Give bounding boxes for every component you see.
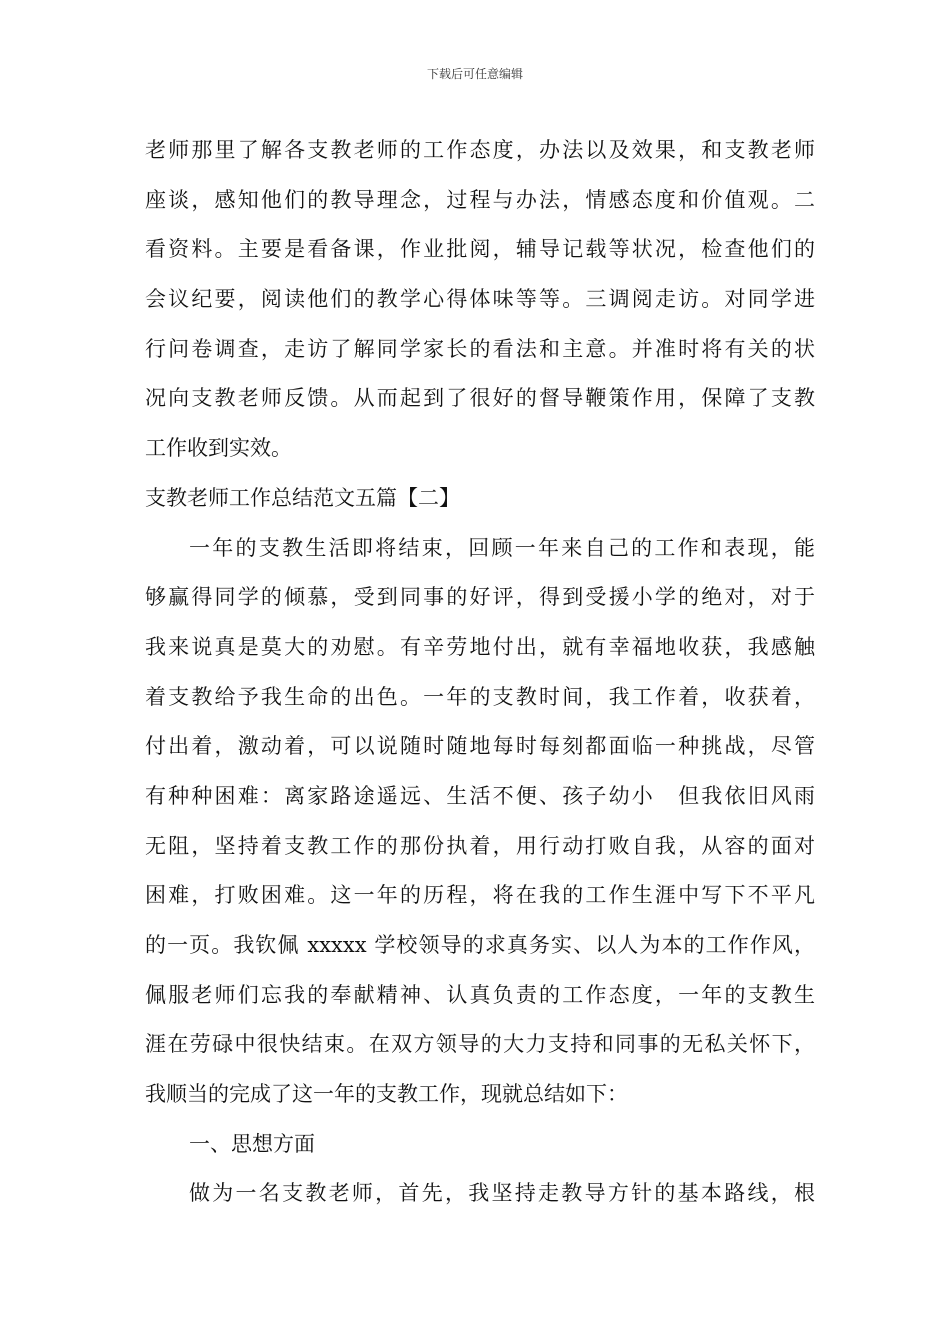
text-line: 我来说真是莫大的劝慰。有辛劳地付出，就有幸福地收获，我感触 bbox=[145, 634, 815, 659]
text-line: 有种种困难：离家路途遥远、生活不便、孩子幼小 但我依旧风雨 bbox=[145, 783, 815, 808]
text-line: 支教老师工作总结范文五篇【二】 bbox=[145, 485, 460, 510]
text-line: 一年的支教生活即将结束，回顾一年来自己的工作和表现，能 bbox=[189, 535, 815, 560]
document-body bbox=[145, 126, 815, 1219]
text-line: 行问卷调查，走访了解同学家长的看法和主意。并准时将有关的状 bbox=[145, 336, 815, 361]
text-line: 会议纪要，阅读他们的教学心得体味等等。三调阅走访。对同学进 bbox=[145, 287, 815, 312]
text-line: 涯在劳碌中很快结束。在双方领导的大力支持和同事的无私关怀下， bbox=[145, 1032, 815, 1057]
page-header-note: 下载后可任意编辑 bbox=[426, 67, 523, 81]
text-line: 佩服老师们忘我的奉献精神、认真负责的工作态度，一年的支教生 bbox=[145, 982, 815, 1007]
text-line: 困难，打败困难。这一年的历程，将在我的工作生涯中写下不平凡 bbox=[145, 883, 815, 908]
text-line: 的一页。我钦佩 xxxxx 学校领导的求真务实、以人为本的工作作风， bbox=[145, 933, 815, 957]
text-line: 一、思想方面 bbox=[189, 1131, 315, 1156]
text-line: 付出着，激动着，可以说随时随地每时每刻都面临一种挑战，尽管 bbox=[145, 734, 815, 759]
text-line: 无阻，坚持着支教工作的那份执着，用行动打败自我，从容的面对 bbox=[145, 833, 815, 858]
text-line: 况向支教老师反馈。从而起到了很好的督导鞭策作用，保障了支教 bbox=[145, 386, 815, 411]
text-line: 座谈，感知他们的教导理念，过程与办法，情感态度和价值观。二 bbox=[145, 187, 815, 212]
text-line: 工作收到实效。 bbox=[145, 436, 292, 461]
text-line: 做为一名支教老师，首先，我坚持走教导方针的基本路线，根 bbox=[189, 1181, 815, 1206]
text-line: 看资料。主要是看备课，作业批阅，辅导记载等状况，检查他们的 bbox=[145, 237, 815, 262]
text-line: 够赢得同学的倾慕，受到同事的好评，得到受援小学的绝对，对于 bbox=[145, 585, 815, 610]
text-line: 着支教给予我生命的出色。一年的支教时间，我工作着，收获着， bbox=[145, 684, 815, 709]
text-line: 老师那里了解各支教老师的工作态度，办法以及效果，和支教老师 bbox=[145, 138, 815, 162]
text-line: 我顺当的完成了这一年的支教工作，现就总结如下： bbox=[145, 1082, 628, 1107]
